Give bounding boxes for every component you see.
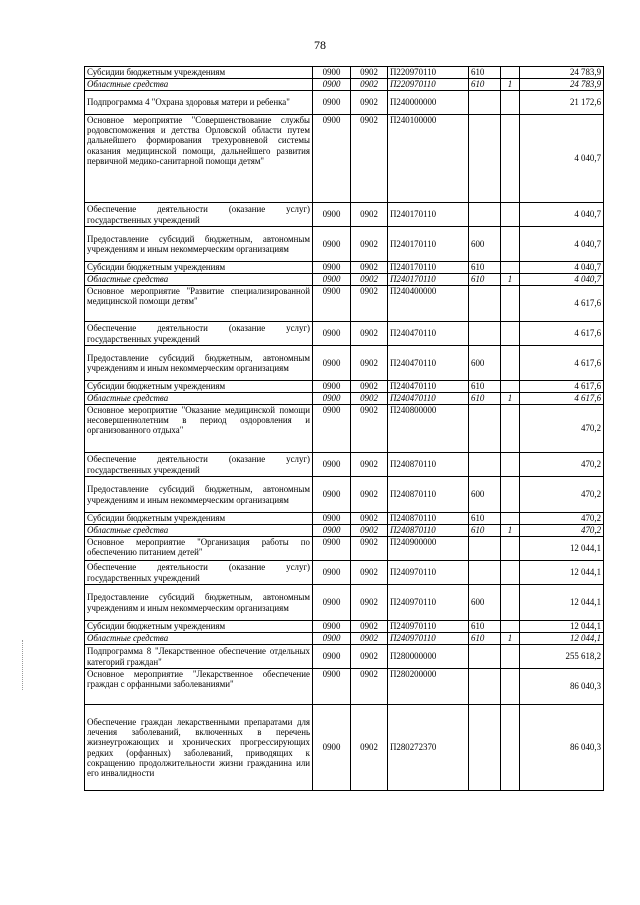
row-name-cell: Предоставление субсидий бюджетным, автономным учреждениям и иным некоммерческим организациям [85,477,313,513]
row-source-cell [501,381,520,393]
table-row [85,645,604,669]
row-sum-cell: 470,2 [520,405,604,453]
row-source-cell: 1 [501,393,520,405]
row-chapter-code-cell: 0900 [313,274,351,286]
table-row [85,633,604,645]
row-section-code-cell: 0902 [351,262,388,274]
row-section-code-cell: 0902 [351,645,388,669]
row-section-code-cell: 0902 [351,453,388,477]
row-name-cell: Областные средства [85,393,313,405]
row-sum-cell: 4 040,7 [520,227,604,262]
row-sum-cell: 4 040,7 [520,262,604,274]
row-chapter-code-cell: 0900 [313,669,351,705]
row-source-cell [501,115,520,203]
row-chapter-code-cell: 0900 [313,381,351,393]
row-expense-type-cell: 610 [469,381,501,393]
row-section-code-cell: 0902 [351,115,388,203]
row-target-article-cell: П240470110 [388,381,469,393]
row-target-article-cell: П240970110 [388,621,469,633]
row-expense-type-cell: 610 [469,262,501,274]
row-target-article-cell: П240970110 [388,633,469,645]
table-row [85,79,604,91]
row-name-cell: Основное мероприятие "Оказание медицинской помощи несовершеннолетним в период оздоровления и организованного отдыха" [85,405,313,453]
row-name-cell: Подпрограмма 4 "Охрана здоровья матери и ребенка" [85,91,313,115]
row-target-article-cell: П220970110 [388,67,469,79]
row-name-cell: Предоставление субсидий бюджетным, автономным учреждениям и иным некоммерческим организациям [85,227,313,262]
row-name-cell: Областные средства [85,525,313,537]
table-row [85,381,604,393]
row-target-article-cell: П240800000 [388,405,469,453]
row-section-code-cell: 0902 [351,67,388,79]
row-name-cell: Основное мероприятие "Лекарственное обеспечение граждан с орфанными заболеваниями" [85,669,313,705]
row-source-cell [501,67,520,79]
table-row [85,537,604,561]
row-expense-type-cell [469,203,501,227]
row-section-code-cell: 0902 [351,669,388,705]
row-chapter-code-cell: 0900 [313,346,351,381]
row-sum-cell: 470,2 [520,453,604,477]
row-source-cell [501,537,520,561]
row-source-cell [501,346,520,381]
row-expense-type-cell: 600 [469,585,501,621]
row-section-code-cell: 0902 [351,525,388,537]
row-sum-cell: 4 617,6 [520,346,604,381]
row-expense-type-cell [469,405,501,453]
table-row [85,115,604,203]
row-source-cell: 1 [501,633,520,645]
row-source-cell: 1 [501,525,520,537]
row-expense-type-cell [469,561,501,585]
row-target-article-cell: П280000000 [388,645,469,669]
row-name-cell: Обеспечение граждан лекарственными препаратами для лечения заболеваний, включенных в перечень жизнеугрожающих и хронических прогрессирующих редких (орфанных) заболеваний, приводящих к сокращению продолжительности жизни гражданина или его инвалидности [85,705,313,791]
row-target-article-cell: П240970110 [388,585,469,621]
row-sum-cell: 12 044,1 [520,537,604,561]
row-chapter-code-cell: 0900 [313,561,351,585]
row-expense-type-cell: 610 [469,79,501,91]
table-row [85,274,604,286]
table-row [85,346,604,381]
table-row [85,203,604,227]
table-row [85,262,604,274]
row-name-cell: Основное мероприятие "Организация работы по обеспечению питанием детей" [85,537,313,561]
row-section-code-cell: 0902 [351,227,388,262]
row-source-cell [501,705,520,791]
table-row [85,705,604,791]
row-sum-cell: 4 617,6 [520,381,604,393]
row-expense-type-cell: 610 [469,393,501,405]
table-row [85,322,604,346]
row-chapter-code-cell: 0900 [313,705,351,791]
row-chapter-code-cell: 0900 [313,203,351,227]
row-chapter-code-cell: 0900 [313,79,351,91]
row-chapter-code-cell: 0900 [313,477,351,513]
row-section-code-cell: 0902 [351,561,388,585]
row-sum-cell: 86 040,3 [520,669,604,705]
table-row [85,405,604,453]
row-source-cell [501,669,520,705]
row-section-code-cell: 0902 [351,621,388,633]
row-expense-type-cell: 600 [469,346,501,381]
row-source-cell [501,645,520,669]
row-source-cell [501,621,520,633]
table-row [85,621,604,633]
row-expense-type-cell [469,705,501,791]
row-target-article-cell: П240870110 [388,477,469,513]
row-chapter-code-cell: 0900 [313,286,351,322]
row-expense-type-cell: 610 [469,513,501,525]
table-row [85,91,604,115]
row-expense-type-cell: 610 [469,274,501,286]
row-chapter-code-cell: 0900 [313,67,351,79]
binding-marks [22,640,27,690]
row-sum-cell: 4 040,7 [520,115,604,203]
table-row [85,227,604,262]
row-source-cell [501,203,520,227]
row-chapter-code-cell: 0900 [313,453,351,477]
row-section-code-cell: 0902 [351,405,388,453]
row-section-code-cell: 0902 [351,274,388,286]
table-body [85,67,604,791]
row-source-cell [501,227,520,262]
row-name-cell: Обеспечение деятельности (оказание услуг) государственных учреждений [85,453,313,477]
row-name-cell: Областные средства [85,274,313,286]
row-sum-cell: 12 044,1 [520,633,604,645]
row-sum-cell: 24 783,9 [520,67,604,79]
row-name-cell: Субсидии бюджетным учреждениям [85,67,313,79]
row-source-cell: 1 [501,274,520,286]
row-sum-cell: 4 040,7 [520,203,604,227]
row-target-article-cell: П240470110 [388,393,469,405]
row-expense-type-cell [469,115,501,203]
row-expense-type-cell [469,91,501,115]
row-source-cell [501,453,520,477]
row-sum-cell: 12 044,1 [520,585,604,621]
row-section-code-cell: 0902 [351,513,388,525]
table-row [85,393,604,405]
row-expense-type-cell [469,645,501,669]
row-chapter-code-cell: 0900 [313,115,351,203]
row-target-article-cell: П240470110 [388,322,469,346]
row-expense-type-cell [469,322,501,346]
row-section-code-cell: 0902 [351,633,388,645]
table-row [85,513,604,525]
row-expense-type-cell: 600 [469,477,501,513]
row-section-code-cell: 0902 [351,381,388,393]
row-source-cell [501,262,520,274]
row-sum-cell: 4 617,6 [520,286,604,322]
row-target-article-cell: П280200000 [388,669,469,705]
row-target-article-cell: П240100000 [388,115,469,203]
row-target-article-cell: П240400000 [388,286,469,322]
row-name-cell: Субсидии бюджетным учреждениям [85,262,313,274]
row-target-article-cell: П240170110 [388,262,469,274]
row-target-article-cell: П240170110 [388,227,469,262]
row-source-cell [501,477,520,513]
budget-table [84,66,604,791]
row-expense-type-cell [469,453,501,477]
row-source-cell [501,513,520,525]
table-row [85,561,604,585]
row-name-cell: Субсидии бюджетным учреждениям [85,621,313,633]
row-sum-cell: 21 172,6 [520,91,604,115]
row-sum-cell: 4 040,7 [520,274,604,286]
row-sum-cell: 12 044,1 [520,561,604,585]
row-chapter-code-cell: 0900 [313,227,351,262]
row-name-cell: Предоставление субсидий бюджетным, автономным учреждениям и иным некоммерческим организациям [85,346,313,381]
row-section-code-cell: 0902 [351,203,388,227]
row-name-cell: Субсидии бюджетным учреждениям [85,381,313,393]
table-row [85,669,604,705]
row-chapter-code-cell: 0900 [313,537,351,561]
row-chapter-code-cell: 0900 [313,645,351,669]
row-target-article-cell: П240900000 [388,537,469,561]
row-target-article-cell: П280272370 [388,705,469,791]
row-name-cell: Предоставление субсидий бюджетным, автономным учреждениям и иным некоммерческим организациям [85,585,313,621]
row-section-code-cell: 0902 [351,91,388,115]
row-target-article-cell: П240870110 [388,453,469,477]
row-section-code-cell: 0902 [351,346,388,381]
row-section-code-cell: 0902 [351,79,388,91]
row-name-cell: Основное мероприятие "Совершенствование службы родовспоможения и детства Орловской области путем дальнейшего формирования трехуровневой системы оказания медицинской помощи, дальнейшего развития первичной медико-санитарной помощи детям" [85,115,313,203]
row-sum-cell: 24 783,9 [520,79,604,91]
row-section-code-cell: 0902 [351,537,388,561]
row-target-article-cell: П240000000 [388,91,469,115]
row-section-code-cell: 0902 [351,477,388,513]
table-row [85,477,604,513]
row-chapter-code-cell: 0900 [313,525,351,537]
row-name-cell: Обеспечение деятельности (оказание услуг) государственных учреждений [85,322,313,346]
row-source-cell [501,322,520,346]
row-chapter-code-cell: 0900 [313,633,351,645]
row-name-cell: Основное мероприятие "Развитие специализированной медицинской помощи детям" [85,286,313,322]
row-expense-type-cell [469,669,501,705]
row-name-cell: Обеспечение деятельности (оказание услуг) государственных учреждений [85,203,313,227]
row-target-article-cell: П240970110 [388,561,469,585]
row-chapter-code-cell: 0900 [313,585,351,621]
row-name-cell: Подпрограмма 8 "Лекарственное обеспечение отдельных категорий граждан" [85,645,313,669]
row-sum-cell: 86 040,3 [520,705,604,791]
row-source-cell [501,585,520,621]
row-sum-cell: 470,2 [520,477,604,513]
page-number: 78 [314,38,326,52]
table-row [85,286,604,322]
row-section-code-cell: 0902 [351,585,388,621]
row-source-cell [501,286,520,322]
row-sum-cell: 470,2 [520,525,604,537]
row-expense-type-cell [469,286,501,322]
row-chapter-code-cell: 0900 [313,393,351,405]
row-sum-cell: 12 044,1 [520,621,604,633]
row-section-code-cell: 0902 [351,393,388,405]
row-chapter-code-cell: 0900 [313,405,351,453]
row-expense-type-cell: 610 [469,525,501,537]
row-section-code-cell: 0902 [351,705,388,791]
row-name-cell: Обеспечение деятельности (оказание услуг) государственных учреждений [85,561,313,585]
row-expense-type-cell: 610 [469,67,501,79]
row-sum-cell: 4 617,6 [520,322,604,346]
row-target-article-cell: П220970110 [388,79,469,91]
row-sum-cell: 4 617,6 [520,393,604,405]
table-row [85,67,604,79]
row-target-article-cell: П240870110 [388,525,469,537]
table-row [85,453,604,477]
row-sum-cell: 470,2 [520,513,604,525]
row-chapter-code-cell: 0900 [313,322,351,346]
row-name-cell: Субсидии бюджетным учреждениям [85,513,313,525]
row-target-article-cell: П240870110 [388,513,469,525]
row-chapter-code-cell: 0900 [313,513,351,525]
row-chapter-code-cell: 0900 [313,262,351,274]
row-section-code-cell: 0902 [351,286,388,322]
row-section-code-cell: 0902 [351,322,388,346]
row-target-article-cell: П240170110 [388,274,469,286]
row-expense-type-cell: 610 [469,633,501,645]
row-name-cell: Областные средства [85,633,313,645]
row-chapter-code-cell: 0900 [313,91,351,115]
row-target-article-cell: П240170110 [388,203,469,227]
row-target-article-cell: П240470110 [388,346,469,381]
row-expense-type-cell: 600 [469,227,501,262]
table-row [85,525,604,537]
row-source-cell [501,561,520,585]
row-name-cell: Областные средства [85,79,313,91]
row-expense-type-cell [469,537,501,561]
table-row [85,585,604,621]
row-chapter-code-cell: 0900 [313,621,351,633]
row-expense-type-cell: 610 [469,621,501,633]
row-source-cell: 1 [501,79,520,91]
row-source-cell [501,405,520,453]
row-source-cell [501,91,520,115]
row-sum-cell: 255 618,2 [520,645,604,669]
